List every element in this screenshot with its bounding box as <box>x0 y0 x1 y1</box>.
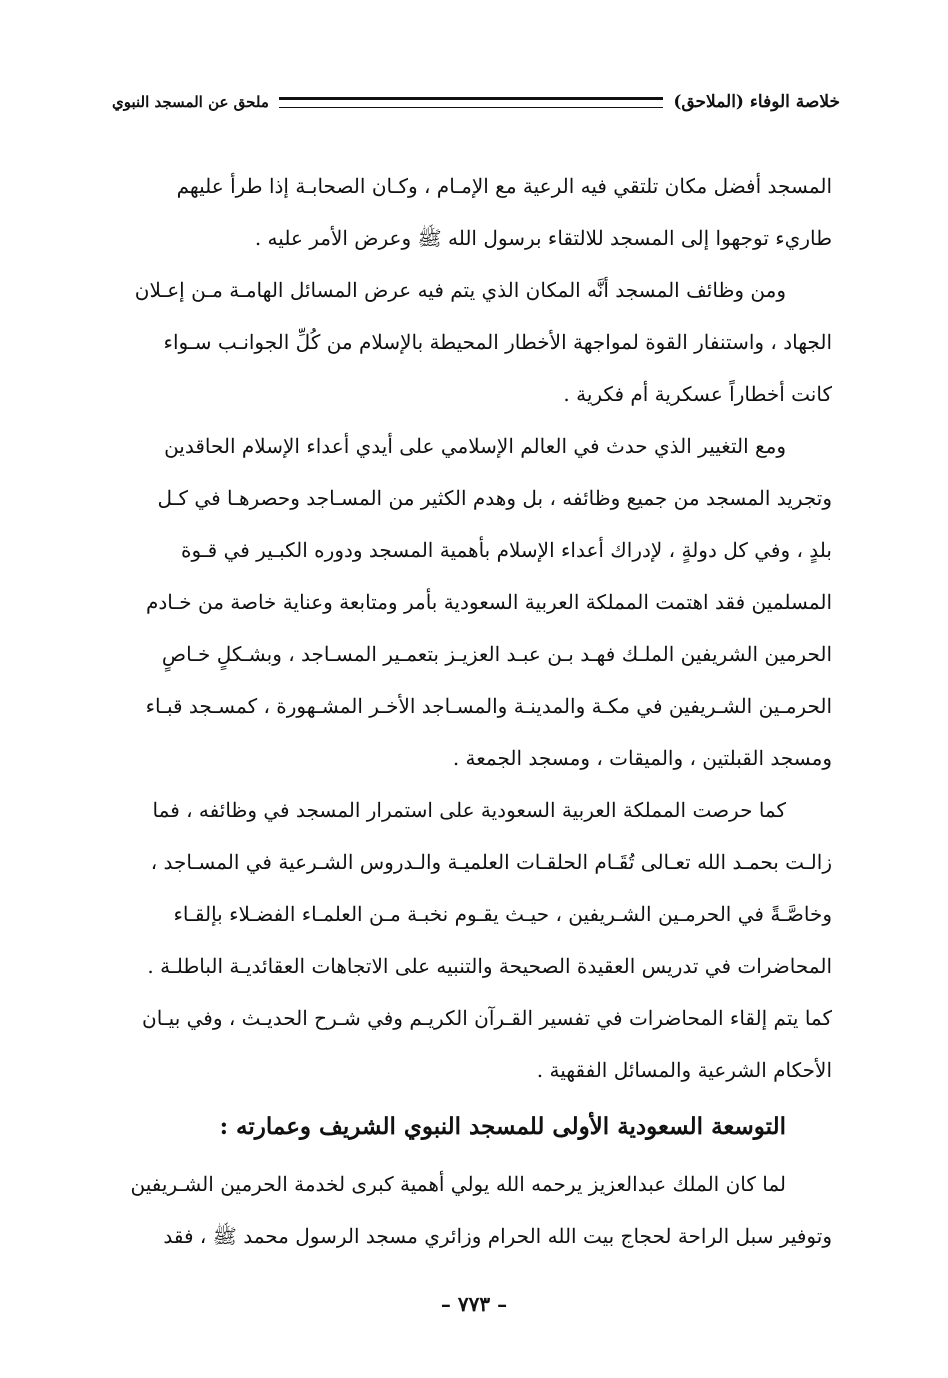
text-line: كما يتم إلقاء المحاضرات في تفسير القـرآن الكريـم وفي شـرح الحديـث ، وفي بيـان <box>142 1006 832 1030</box>
section-heading: التوسعة السعودية الأولى للمسجد النبوي الشريف وعمارته : <box>219 1113 786 1140</box>
text-line: وخاصَّـةً في الحرمـين الشـريفين ، حيـث يقـوم نخبـة مـن العلمـاء الفضـلاء بإلقـاء <box>173 902 832 926</box>
text-line: ومن وظائف المسجد أنَّه المكان الذي يتم فيه عرض المسائل الهامـة مـن إعـلان <box>134 278 786 302</box>
text-line: زالـت بحمـد الله تعـالى تُقَـام الحلقـات العلميـة والـدروس الشـرعية في المسـاجد ، <box>150 850 832 874</box>
text-line: الحرمين الشريفين الملـك فهـد بـن عبـد العزيـز بتعمـير المسـاجد ، وبشـكلٍ خـاصٍ <box>161 642 832 666</box>
text-line: طاريء توجهوا إلى المسجد للالتقاء برسول الله ﷺ وعرض الأمر عليه . <box>254 226 832 250</box>
text-line: كما حرصت المملكة العربية السعودية على استمرار المسجد في وظائفه ، فما <box>152 798 786 822</box>
text-line: ومسجد القبلتين ، والميقات ، ومسجد الجمعة . <box>452 746 832 770</box>
page-number: – ٧٧٣ – <box>440 1292 508 1316</box>
text-line: بلدٍ ، وفي كل دولةٍ ، لإدراك أعداء الإسلام بأهمية المسجد ودوره الكبـير في قـوة <box>180 538 832 562</box>
text-line: الجهاد ، واستنفار القوة لمواجهة الأخطار المحيطة بالإسلام من كُلِّ الجوانـب سـواء <box>163 330 832 354</box>
text-line: الحرمـين الشـريفين في مكـة والمدينـة والمسـاجد الأخـر المشـهورة ، كمسـجد قبـاء <box>145 694 832 718</box>
text-line: لما كان الملك عبدالعزيز يرحمه الله يولي أهمية كبرى لخدمة الحرمين الشـريفين <box>130 1172 786 1196</box>
running-header <box>112 84 840 120</box>
book-title: خلاصة الوفاء (الملاحق) <box>673 92 840 112</box>
header-divider <box>279 97 663 108</box>
section-title: ملحق عن المسجد النبوي <box>112 93 269 111</box>
text-line: المحاضرات في تدريس العقيدة الصحيحة والتنبيه على الاتجاهات العقائديـة الباطلـة . <box>147 954 832 978</box>
text-line: كانت أخطاراً عسكرية أم فكرية . <box>563 382 832 406</box>
page-body <box>122 160 832 1262</box>
text-line: ومع التغيير الذي حدث في العالم الإسلامي على أيدي أعداء الإسلام الحاقدين <box>164 434 786 458</box>
text-line: المسجد أفضل مكان تلتقي فيه الرعية مع الإمـام ، وكـان الصحابـة إذا طرأ عليهم <box>176 174 832 198</box>
text-line: وتوفير سبل الراحة لحجاج بيت الله الحرام وزائري مسجد الرسول محمد ﷺ ، فقد <box>163 1224 832 1248</box>
text-line: الأحكام الشرعية والمسائل الفقهية . <box>536 1058 832 1082</box>
text-line: وتجريد المسجد من جميع وظائفه ، بل وهدم الكثير من المسـاجد وحصرهـا في كـل <box>157 486 832 510</box>
text-line: المسلمين فقد اهتمت المملكة العربية السعودية بأمر ومتابعة وعناية خاصة من خـادم <box>146 590 832 614</box>
